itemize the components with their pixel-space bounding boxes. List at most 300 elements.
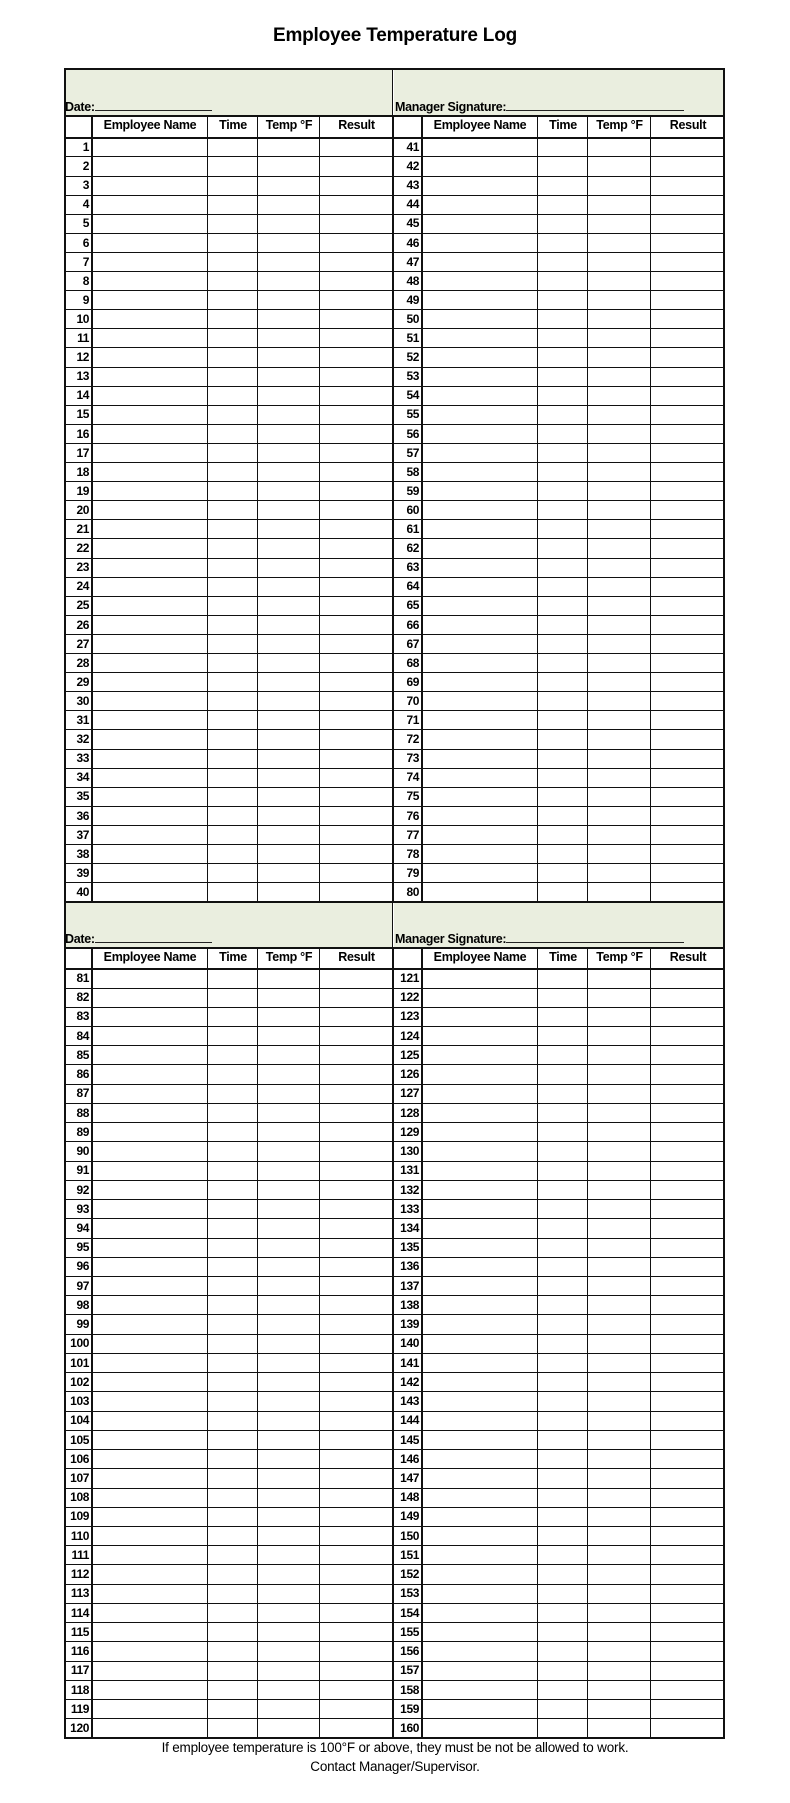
result-cell[interactable] (651, 291, 725, 310)
employee-name-cell[interactable] (92, 310, 208, 329)
time-cell[interactable] (208, 234, 258, 253)
temp-cell[interactable] (588, 482, 651, 501)
temp-cell[interactable] (588, 1488, 651, 1507)
time-cell[interactable] (208, 1584, 258, 1603)
result-cell[interactable] (651, 1681, 725, 1700)
temp-cell[interactable] (258, 558, 320, 577)
employee-name-cell[interactable] (422, 1719, 538, 1738)
employee-name-cell[interactable] (422, 1200, 538, 1219)
employee-name-cell[interactable] (92, 692, 208, 711)
temp-cell[interactable] (258, 1334, 320, 1353)
time-cell[interactable] (208, 730, 258, 749)
result-cell[interactable] (651, 1296, 725, 1315)
employee-name-cell[interactable] (422, 1700, 538, 1719)
temp-cell[interactable] (588, 1104, 651, 1123)
employee-name-cell[interactable] (92, 1719, 208, 1738)
result-cell[interactable] (320, 176, 393, 195)
result-cell[interactable] (320, 348, 393, 367)
result-cell[interactable] (320, 1681, 393, 1700)
temp-cell[interactable] (588, 539, 651, 558)
time-cell[interactable] (538, 234, 588, 253)
time-cell[interactable] (208, 864, 258, 883)
employee-name-cell[interactable] (422, 1334, 538, 1353)
result-cell[interactable] (320, 596, 393, 615)
time-cell[interactable] (538, 1392, 588, 1411)
result-cell[interactable] (651, 1642, 725, 1661)
temp-cell[interactable] (588, 1507, 651, 1526)
temp-cell[interactable] (588, 1027, 651, 1046)
result-cell[interactable] (320, 864, 393, 883)
employee-name-cell[interactable] (422, 1257, 538, 1276)
time-cell[interactable] (208, 616, 258, 635)
employee-name-cell[interactable] (92, 1431, 208, 1450)
temp-cell[interactable] (258, 1700, 320, 1719)
time-cell[interactable] (538, 482, 588, 501)
temp-cell[interactable] (588, 444, 651, 463)
employee-name-cell[interactable] (92, 1642, 208, 1661)
temp-cell[interactable] (588, 234, 651, 253)
employee-name-cell[interactable] (92, 1354, 208, 1373)
time-cell[interactable] (538, 1046, 588, 1065)
result-cell[interactable] (651, 539, 725, 558)
time-cell[interactable] (538, 1084, 588, 1103)
employee-name-cell[interactable] (422, 577, 538, 596)
employee-name-cell[interactable] (422, 1277, 538, 1296)
result-cell[interactable] (320, 138, 393, 157)
employee-name-cell[interactable] (422, 1373, 538, 1392)
employee-name-cell[interactable] (92, 1527, 208, 1546)
time-cell[interactable] (538, 1469, 588, 1488)
time-cell[interactable] (538, 1411, 588, 1430)
temp-cell[interactable] (258, 1411, 320, 1430)
employee-name-cell[interactable] (422, 214, 538, 233)
result-cell[interactable] (320, 692, 393, 711)
employee-name-cell[interactable] (92, 272, 208, 291)
time-cell[interactable] (208, 1565, 258, 1584)
employee-name-cell[interactable] (92, 1661, 208, 1680)
temp-cell[interactable] (588, 1392, 651, 1411)
employee-name-cell[interactable] (422, 692, 538, 711)
time-cell[interactable] (208, 1373, 258, 1392)
time-cell[interactable] (208, 768, 258, 787)
temp-cell[interactable] (588, 1277, 651, 1296)
time-cell[interactable] (208, 845, 258, 864)
result-cell[interactable] (320, 1296, 393, 1315)
time-cell[interactable] (208, 425, 258, 444)
employee-name-cell[interactable] (92, 501, 208, 520)
employee-name-cell[interactable] (92, 616, 208, 635)
employee-name-cell[interactable] (92, 1623, 208, 1642)
result-cell[interactable] (651, 969, 725, 988)
result-cell[interactable] (651, 988, 725, 1007)
result-cell[interactable] (320, 1181, 393, 1200)
result-cell[interactable] (320, 1719, 393, 1738)
employee-name-cell[interactable] (422, 425, 538, 444)
employee-name-cell[interactable] (92, 539, 208, 558)
temp-cell[interactable] (588, 1584, 651, 1603)
result-cell[interactable] (651, 195, 725, 214)
time-cell[interactable] (208, 1681, 258, 1700)
temp-cell[interactable] (258, 1219, 320, 1238)
temp-cell[interactable] (258, 463, 320, 482)
employee-name-cell[interactable] (92, 1315, 208, 1334)
time-cell[interactable] (208, 1469, 258, 1488)
temp-cell[interactable] (258, 1469, 320, 1488)
temp-cell[interactable] (258, 1431, 320, 1450)
result-cell[interactable] (320, 577, 393, 596)
result-cell[interactable] (320, 988, 393, 1007)
employee-name-cell[interactable] (92, 845, 208, 864)
time-cell[interactable] (538, 1450, 588, 1469)
time-cell[interactable] (538, 329, 588, 348)
temp-cell[interactable] (588, 214, 651, 233)
temp-cell[interactable] (258, 1719, 320, 1738)
employee-name-cell[interactable] (92, 253, 208, 272)
time-cell[interactable] (538, 1565, 588, 1584)
temp-cell[interactable] (258, 405, 320, 424)
result-cell[interactable] (320, 291, 393, 310)
employee-name-cell[interactable] (422, 195, 538, 214)
result-cell[interactable] (320, 520, 393, 539)
employee-name-cell[interactable] (92, 138, 208, 157)
result-cell[interactable] (651, 1007, 725, 1026)
result-cell[interactable] (651, 253, 725, 272)
temp-cell[interactable] (258, 367, 320, 386)
result-cell[interactable] (320, 329, 393, 348)
result-cell[interactable] (651, 444, 725, 463)
temp-cell[interactable] (258, 1257, 320, 1276)
time-cell[interactable] (208, 1623, 258, 1642)
signature-blank-line[interactable] (506, 99, 684, 111)
temp-cell[interactable] (588, 1604, 651, 1623)
time-cell[interactable] (538, 463, 588, 482)
time-cell[interactable] (208, 1431, 258, 1450)
result-cell[interactable] (320, 1219, 393, 1238)
time-cell[interactable] (538, 253, 588, 272)
temp-cell[interactable] (588, 1334, 651, 1353)
temp-cell[interactable] (588, 1065, 651, 1084)
time-cell[interactable] (208, 1104, 258, 1123)
time-cell[interactable] (538, 711, 588, 730)
result-cell[interactable] (651, 501, 725, 520)
result-cell[interactable] (651, 425, 725, 444)
time-cell[interactable] (208, 1411, 258, 1430)
employee-name-cell[interactable] (422, 1604, 538, 1623)
time-cell[interactable] (538, 1700, 588, 1719)
employee-name-cell[interactable] (92, 596, 208, 615)
time-cell[interactable] (208, 195, 258, 214)
employee-name-cell[interactable] (422, 1142, 538, 1161)
time-cell[interactable] (538, 1527, 588, 1546)
result-cell[interactable] (651, 787, 725, 806)
employee-name-cell[interactable] (422, 807, 538, 826)
employee-name-cell[interactable] (422, 1642, 538, 1661)
result-cell[interactable] (651, 463, 725, 482)
employee-name-cell[interactable] (92, 768, 208, 787)
result-cell[interactable] (320, 1469, 393, 1488)
result-cell[interactable] (651, 1565, 725, 1584)
temp-cell[interactable] (588, 1046, 651, 1065)
result-cell[interactable] (651, 558, 725, 577)
time-cell[interactable] (538, 1488, 588, 1507)
employee-name-cell[interactable] (92, 988, 208, 1007)
time-cell[interactable] (208, 1296, 258, 1315)
result-cell[interactable] (651, 1334, 725, 1353)
time-cell[interactable] (208, 1219, 258, 1238)
result-cell[interactable] (651, 1046, 725, 1065)
result-cell[interactable] (320, 1104, 393, 1123)
temp-cell[interactable] (588, 1238, 651, 1257)
time-cell[interactable] (208, 405, 258, 424)
time-cell[interactable] (538, 1219, 588, 1238)
temp-cell[interactable] (258, 1661, 320, 1680)
temp-cell[interactable] (258, 1104, 320, 1123)
temp-cell[interactable] (258, 501, 320, 520)
time-cell[interactable] (538, 1719, 588, 1738)
employee-name-cell[interactable] (422, 1488, 538, 1507)
employee-name-cell[interactable] (92, 1681, 208, 1700)
temp-cell[interactable] (588, 310, 651, 329)
time-cell[interactable] (208, 291, 258, 310)
employee-name-cell[interactable] (92, 1181, 208, 1200)
time-cell[interactable] (538, 749, 588, 768)
temp-cell[interactable] (588, 864, 651, 883)
result-cell[interactable] (320, 730, 393, 749)
employee-name-cell[interactable] (422, 138, 538, 157)
employee-name-cell[interactable] (92, 329, 208, 348)
result-cell[interactable] (320, 1277, 393, 1296)
result-cell[interactable] (651, 807, 725, 826)
time-cell[interactable] (538, 520, 588, 539)
employee-name-cell[interactable] (92, 367, 208, 386)
time-cell[interactable] (208, 558, 258, 577)
temp-cell[interactable] (588, 596, 651, 615)
time-cell[interactable] (538, 1104, 588, 1123)
employee-name-cell[interactable] (92, 1277, 208, 1296)
employee-name-cell[interactable] (92, 1104, 208, 1123)
employee-name-cell[interactable] (422, 969, 538, 988)
result-cell[interactable] (320, 234, 393, 253)
result-cell[interactable] (320, 1488, 393, 1507)
employee-name-cell[interactable] (422, 1084, 538, 1103)
time-cell[interactable] (538, 1546, 588, 1565)
result-cell[interactable] (320, 539, 393, 558)
time-cell[interactable] (208, 367, 258, 386)
employee-name-cell[interactable] (92, 1469, 208, 1488)
temp-cell[interactable] (588, 291, 651, 310)
result-cell[interactable] (651, 1700, 725, 1719)
time-cell[interactable] (208, 787, 258, 806)
result-cell[interactable] (320, 1123, 393, 1142)
time-cell[interactable] (538, 138, 588, 157)
result-cell[interactable] (320, 386, 393, 405)
temp-cell[interactable] (258, 1084, 320, 1103)
employee-name-cell[interactable] (422, 291, 538, 310)
temp-cell[interactable] (588, 1661, 651, 1680)
employee-name-cell[interactable] (422, 482, 538, 501)
time-cell[interactable] (538, 845, 588, 864)
time-cell[interactable] (208, 1354, 258, 1373)
result-cell[interactable] (651, 138, 725, 157)
employee-name-cell[interactable] (422, 1315, 538, 1334)
result-cell[interactable] (320, 1046, 393, 1065)
time-cell[interactable] (538, 616, 588, 635)
time-cell[interactable] (538, 1181, 588, 1200)
employee-name-cell[interactable] (422, 539, 538, 558)
time-cell[interactable] (208, 1334, 258, 1353)
result-cell[interactable] (651, 654, 725, 673)
employee-name-cell[interactable] (92, 787, 208, 806)
temp-cell[interactable] (588, 787, 651, 806)
time-cell[interactable] (538, 1027, 588, 1046)
result-cell[interactable] (651, 1277, 725, 1296)
temp-cell[interactable] (588, 988, 651, 1007)
result-cell[interactable] (320, 711, 393, 730)
employee-name-cell[interactable] (92, 348, 208, 367)
temp-cell[interactable] (588, 1315, 651, 1334)
time-cell[interactable] (538, 1315, 588, 1334)
temp-cell[interactable] (588, 1623, 651, 1642)
employee-name-cell[interactable] (422, 730, 538, 749)
result-cell[interactable] (651, 1315, 725, 1334)
temp-cell[interactable] (588, 969, 651, 988)
time-cell[interactable] (208, 1007, 258, 1026)
temp-cell[interactable] (588, 845, 651, 864)
time-cell[interactable] (208, 138, 258, 157)
result-cell[interactable] (651, 367, 725, 386)
time-cell[interactable] (208, 329, 258, 348)
time-cell[interactable] (538, 1200, 588, 1219)
employee-name-cell[interactable] (422, 1623, 538, 1642)
temp-cell[interactable] (258, 195, 320, 214)
employee-name-cell[interactable] (422, 1027, 538, 1046)
employee-name-cell[interactable] (422, 596, 538, 615)
temp-cell[interactable] (588, 826, 651, 845)
result-cell[interactable] (651, 176, 725, 195)
temp-cell[interactable] (258, 635, 320, 654)
time-cell[interactable] (538, 1161, 588, 1180)
time-cell[interactable] (208, 1200, 258, 1219)
employee-name-cell[interactable] (92, 1450, 208, 1469)
result-cell[interactable] (320, 768, 393, 787)
time-cell[interactable] (208, 348, 258, 367)
employee-name-cell[interactable] (92, 826, 208, 845)
temp-cell[interactable] (588, 1161, 651, 1180)
temp-cell[interactable] (258, 482, 320, 501)
temp-cell[interactable] (588, 768, 651, 787)
result-cell[interactable] (320, 635, 393, 654)
result-cell[interactable] (320, 826, 393, 845)
employee-name-cell[interactable] (92, 1027, 208, 1046)
temp-cell[interactable] (258, 1681, 320, 1700)
time-cell[interactable] (208, 501, 258, 520)
result-cell[interactable] (651, 329, 725, 348)
time-cell[interactable] (538, 1007, 588, 1026)
temp-cell[interactable] (588, 463, 651, 482)
result-cell[interactable] (320, 405, 393, 424)
time-cell[interactable] (538, 367, 588, 386)
time-cell[interactable] (538, 195, 588, 214)
employee-name-cell[interactable] (92, 1257, 208, 1276)
employee-name-cell[interactable] (422, 520, 538, 539)
temp-cell[interactable] (588, 749, 651, 768)
time-cell[interactable] (538, 558, 588, 577)
result-cell[interactable] (651, 1161, 725, 1180)
date-blank-line[interactable] (95, 99, 212, 111)
time-cell[interactable] (208, 520, 258, 539)
result-cell[interactable] (320, 157, 393, 176)
temp-cell[interactable] (258, 749, 320, 768)
temp-cell[interactable] (258, 1507, 320, 1526)
temp-cell[interactable] (258, 807, 320, 826)
temp-cell[interactable] (258, 1450, 320, 1469)
temp-cell[interactable] (258, 1007, 320, 1026)
temp-cell[interactable] (588, 558, 651, 577)
employee-name-cell[interactable] (422, 558, 538, 577)
employee-name-cell[interactable] (92, 1238, 208, 1257)
result-cell[interactable] (320, 1334, 393, 1353)
employee-name-cell[interactable] (92, 405, 208, 424)
employee-name-cell[interactable] (92, 1007, 208, 1026)
result-cell[interactable] (651, 616, 725, 635)
result-cell[interactable] (651, 214, 725, 233)
temp-cell[interactable] (258, 1565, 320, 1584)
time-cell[interactable] (208, 272, 258, 291)
time-cell[interactable] (208, 1450, 258, 1469)
result-cell[interactable] (320, 463, 393, 482)
result-cell[interactable] (320, 501, 393, 520)
time-cell[interactable] (538, 1065, 588, 1084)
result-cell[interactable] (320, 425, 393, 444)
result-cell[interactable] (651, 310, 725, 329)
result-cell[interactable] (320, 807, 393, 826)
time-cell[interactable] (538, 1661, 588, 1680)
temp-cell[interactable] (588, 157, 651, 176)
time-cell[interactable] (538, 291, 588, 310)
employee-name-cell[interactable] (422, 348, 538, 367)
employee-name-cell[interactable] (422, 1411, 538, 1430)
time-cell[interactable] (208, 988, 258, 1007)
result-cell[interactable] (651, 1200, 725, 1219)
result-cell[interactable] (320, 444, 393, 463)
employee-name-cell[interactable] (92, 195, 208, 214)
employee-name-cell[interactable] (92, 1700, 208, 1719)
employee-name-cell[interactable] (422, 386, 538, 405)
employee-name-cell[interactable] (422, 253, 538, 272)
time-cell[interactable] (208, 1700, 258, 1719)
temp-cell[interactable] (258, 1584, 320, 1603)
employee-name-cell[interactable] (422, 1661, 538, 1680)
time-cell[interactable] (538, 1507, 588, 1526)
temp-cell[interactable] (258, 444, 320, 463)
time-cell[interactable] (208, 1181, 258, 1200)
time-cell[interactable] (538, 1334, 588, 1353)
temp-cell[interactable] (588, 730, 651, 749)
time-cell[interactable] (538, 1604, 588, 1623)
time-cell[interactable] (208, 1507, 258, 1526)
temp-cell[interactable] (258, 176, 320, 195)
time-cell[interactable] (538, 1373, 588, 1392)
employee-name-cell[interactable] (422, 1181, 538, 1200)
result-cell[interactable] (651, 1661, 725, 1680)
temp-cell[interactable] (258, 1546, 320, 1565)
temp-cell[interactable] (258, 616, 320, 635)
temp-cell[interactable] (258, 1296, 320, 1315)
employee-name-cell[interactable] (92, 157, 208, 176)
temp-cell[interactable] (588, 348, 651, 367)
time-cell[interactable] (208, 1238, 258, 1257)
time-cell[interactable] (208, 539, 258, 558)
